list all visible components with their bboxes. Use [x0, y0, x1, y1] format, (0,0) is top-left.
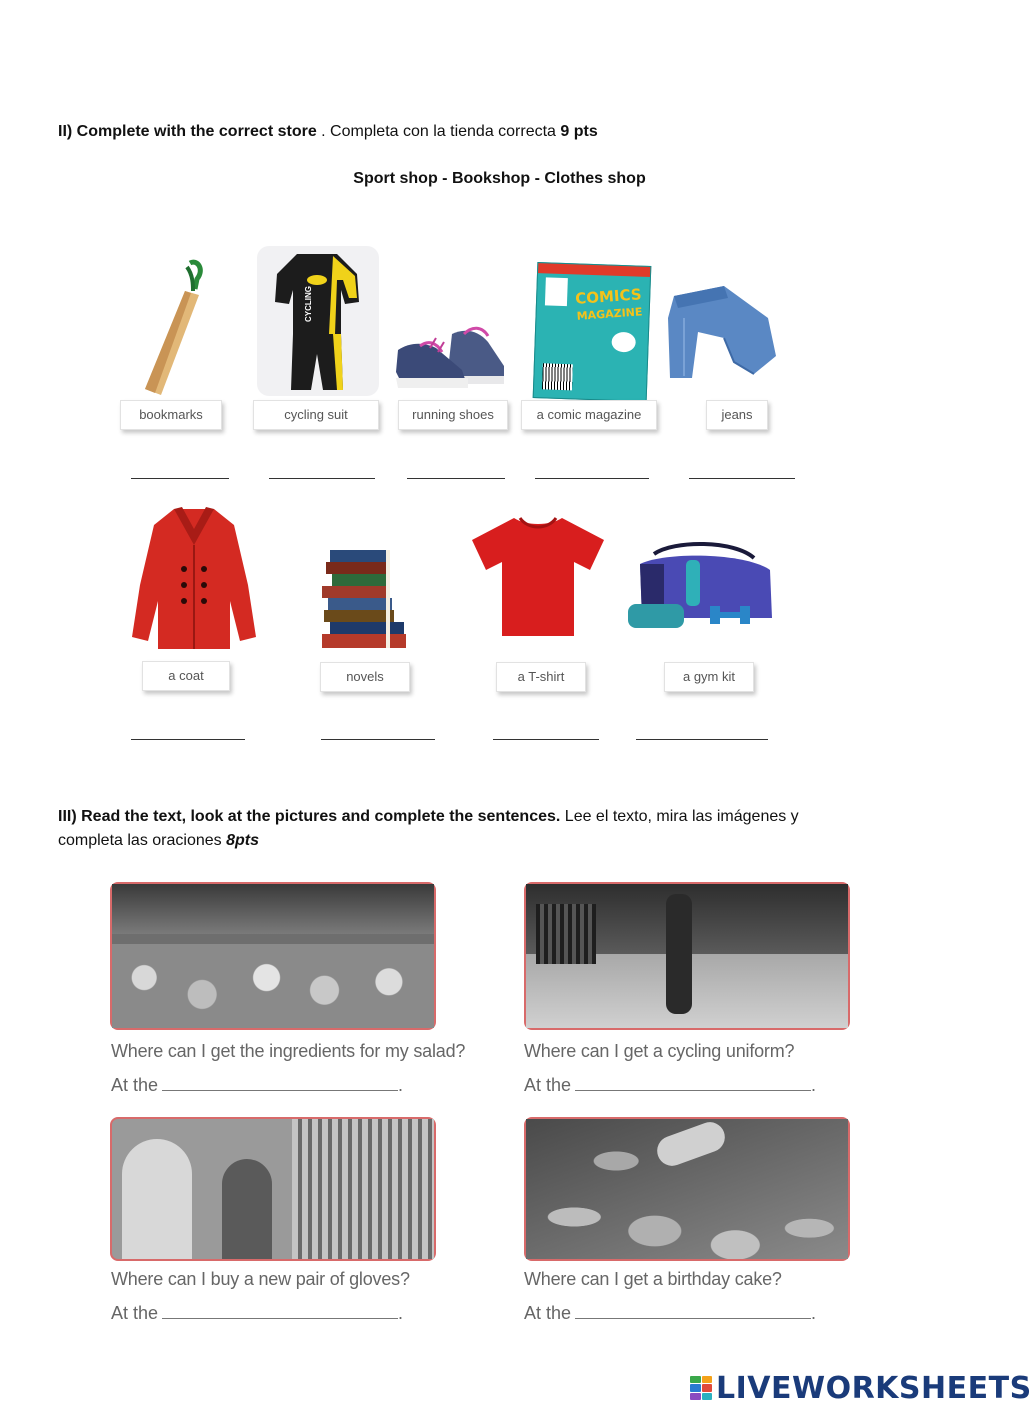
- bookmark-icon: [135, 255, 210, 397]
- section-2-instruction: . Completa con la tienda correcta: [316, 123, 561, 140]
- question-3: Where can I buy a new pair of gloves?: [111, 1269, 410, 1289]
- answer-blank-3[interactable]: [162, 1302, 398, 1319]
- brand-name: LIVEWORKSHEETS: [716, 1370, 1032, 1406]
- store-options: Sport shop - Bookshop - Clothes shop: [353, 170, 646, 187]
- answer-blank-jeans[interactable]: [689, 478, 795, 479]
- item-label: a T-shirt: [496, 662, 586, 692]
- answer-blank-novels[interactable]: [321, 739, 435, 740]
- section-2-heading: [58, 120, 598, 144]
- photo-market: [110, 882, 436, 1030]
- section-3-instruction-1: Lee el texto, mira las imágenes y: [560, 808, 799, 825]
- svg-text:CYCLING: CYCLING: [304, 286, 313, 322]
- question-4: Where can I get a birthday cake?: [524, 1269, 782, 1289]
- t-shirt-icon: [468, 514, 608, 638]
- comic-title-line1: COMICS: [574, 285, 643, 308]
- section-2-title: II) Complete with the correct store: [58, 123, 317, 140]
- liveworksheets-logo: [690, 1372, 1032, 1404]
- answer-blank-cycling-suit[interactable]: [269, 478, 375, 479]
- item-label: cycling suit: [253, 400, 379, 430]
- answer-blank-running-shoes[interactable]: [407, 478, 505, 479]
- logo-squares-icon: [690, 1376, 712, 1400]
- photo-sports-store: [524, 882, 850, 1030]
- item-label: jeans: [706, 400, 768, 430]
- item-label: a gym kit: [664, 662, 754, 692]
- section-3-title: III) Read the text, look at the pictures and complete the sentences.: [58, 808, 561, 825]
- answer-blank-comic-magazine[interactable]: [535, 478, 649, 479]
- section-2-points: 9 pts: [560, 123, 598, 140]
- answer-blank-2[interactable]: [575, 1074, 811, 1091]
- comic-title-line2: MAGAZINE: [576, 305, 643, 323]
- coat-icon: [130, 505, 258, 655]
- answer-blank-coat[interactable]: [131, 739, 245, 740]
- answer-4: At the .: [524, 1303, 817, 1323]
- cycling-suit-icon: [271, 250, 363, 396]
- answer-2: At the .: [524, 1075, 817, 1095]
- section-3-heading: [58, 805, 938, 853]
- books-icon: [318, 548, 410, 652]
- answer-blank-t-shirt[interactable]: [493, 739, 599, 740]
- answer-1: At the .: [111, 1075, 404, 1095]
- answer-blank-gym-kit[interactable]: [636, 739, 768, 740]
- answer-3: At the .: [111, 1303, 404, 1323]
- question-1: Where can I get the ingredients for my salad?: [111, 1041, 466, 1061]
- item-label: novels: [320, 662, 410, 692]
- photo-bakery: [524, 1117, 850, 1261]
- item-label: running shoes: [398, 400, 508, 430]
- item-label: a comic magazine: [521, 400, 657, 430]
- item-label: a coat: [142, 661, 230, 691]
- question-2: Where can I get a cycling uniform?: [524, 1041, 795, 1061]
- answer-blank-4[interactable]: [575, 1302, 811, 1319]
- answer-blank-bookmarks[interactable]: [131, 478, 229, 479]
- answer-blank-1[interactable]: [162, 1074, 398, 1091]
- jeans-icon: [664, 278, 780, 382]
- section-3-points: 8pts: [226, 832, 259, 849]
- section-3-instruction-2: completa las oraciones: [58, 832, 227, 849]
- item-label: bookmarks: [120, 400, 222, 430]
- photo-clothes-shop: [110, 1117, 436, 1261]
- gym-bag-icon: [624, 534, 776, 634]
- shoes-icon: [392, 312, 508, 394]
- comic-cover: [533, 262, 652, 402]
